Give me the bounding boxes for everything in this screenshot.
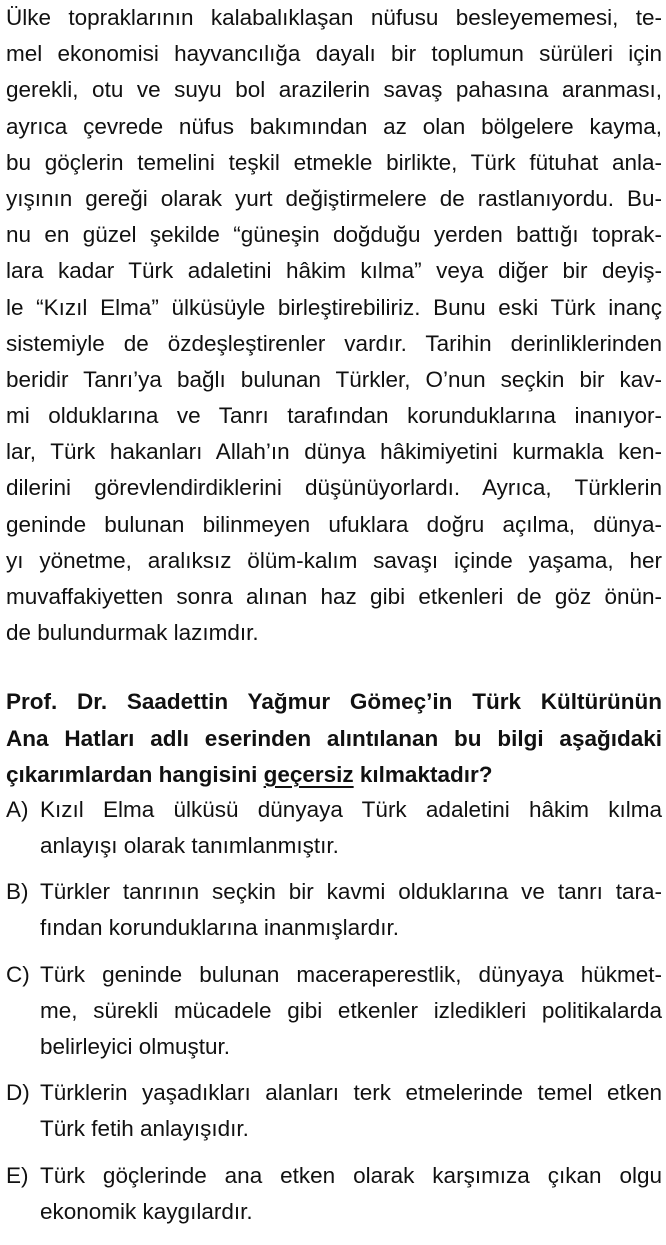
passage-line: mi olduklarına ve Tanrı tarafından korunduklarına inanıyor- [6,403,662,429]
option-d[interactable] [6,1075,662,1158]
question-text: çıkarımlardan hangisini [6,762,264,787]
passage-text [6,0,662,651]
question-line: Prof. Dr. Saadettin Yağmur Gömeç’in Türk Kültürünün [6,689,662,714]
option-text: Türklerin yaşadıkları alanları terk etmelerinde temel etken [40,1080,662,1105]
option-letter: B) [6,879,29,904]
option-c[interactable] [6,957,662,1075]
option-text: anlayışı olarak tanımlanmıştır. [40,833,339,859]
passage-line: bu göçlerin temelini teşkil etmekle birlikte, Türk fütuhat anla- [6,149,662,175]
option-letter: D) [6,1080,30,1105]
option-text: fından korunduklarına inanmışlardır. [40,915,399,941]
passage-line: yışının gereği olarak yurt değiştirmelere de rastlanıyordu. Bu- [6,185,662,211]
passage-line: beridir Tanrı’ya bağlı bulunan Türkler, O’nun seçkin bir kav- [6,366,662,392]
passage-line: Ülke topraklarının kalabalıklaşan nüfusu besleyememesi, te- [6,5,662,30]
passage-line: le “Kızıl Elma” ülküsüyle birleştirebiliriz. Bunu eski Türk inanç [6,294,662,320]
question-line [6,757,662,794]
passage-line: sistemiyle de özdeşleştirenler vardır. Tarihin derinliklerinden [6,330,662,356]
option-text: Kızıl Elma ülküsü dünyaya Türk adaletini hâkim kılma [40,797,662,822]
passage-line: mel ekonomisi hayvancılığa dayalı bir toplumun sürüleri için [6,41,662,67]
option-a[interactable] [6,792,662,874]
passage-line: lar, Türk hakanları Allah’ın dünya hâkimiyetini kurmakla ken- [6,439,662,465]
answer-options [6,792,662,1240]
option-text: me, sürekli mücadele gibi etkenler izledikleri politikalarda [40,998,662,1024]
question-line: Ana Hatları adlı eserinden alıntılanan bu bilgi aşağıdaki [6,725,662,751]
underlined-keyword: geçersiz [263,762,354,787]
option-e[interactable] [6,1158,662,1240]
question-text: kılmaktadır? [353,762,493,787]
option-b[interactable] [6,874,662,957]
option-text: Türk göçlerinde ana etken olarak karşımıza çıkan olgu [40,1163,662,1188]
option-letter: A) [6,797,29,822]
question-stem [6,684,662,794]
option-text: Türkler tanrının seçkin bir kavmi olduklarına ve tanrı tara- [40,879,662,904]
option-text: ekonomik kaygılardır. [40,1199,253,1225]
option-letter: E) [6,1163,29,1188]
option-text: Türk fetih anlayışıdır. [40,1116,249,1142]
option-text: Türk geninde bulunan maceraperestlik, dünyaya hükmet- [40,962,662,987]
passage-line: lara kadar Türk adaletini hâkim kılma” veya diğer bir deyiş- [6,258,662,284]
option-letter: C) [6,962,30,987]
passage-line: geninde bulunan bilinmeyen ufuklara doğru açılma, dünya- [6,511,662,537]
passage-line: dilerini görevlendirdiklerini düşünüyorlardı. Ayrıca, Türklerin [6,475,662,501]
passage-line: de bulundurmak lazımdır. [6,620,259,646]
passage-line: ayrıca çevrede nüfus bakımından az olan bölgelere kayma, [6,113,662,139]
passage-line: gerekli, otu ve suyu bol arazilerin savaş pahasına aranması, [6,77,662,103]
passage-line: muvaffakiyetten sonra alınan haz gibi etkenleri de göz önün- [6,584,662,609]
option-text: belirleyici olmuştur. [40,1034,231,1060]
passage-line: nu en güzel şekilde “güneşin doğduğu yerden battığı toprak- [6,222,662,248]
passage-line: yı yönetme, aralıksız ölüm-kalım savaşı içinde yaşama, her [6,547,662,573]
